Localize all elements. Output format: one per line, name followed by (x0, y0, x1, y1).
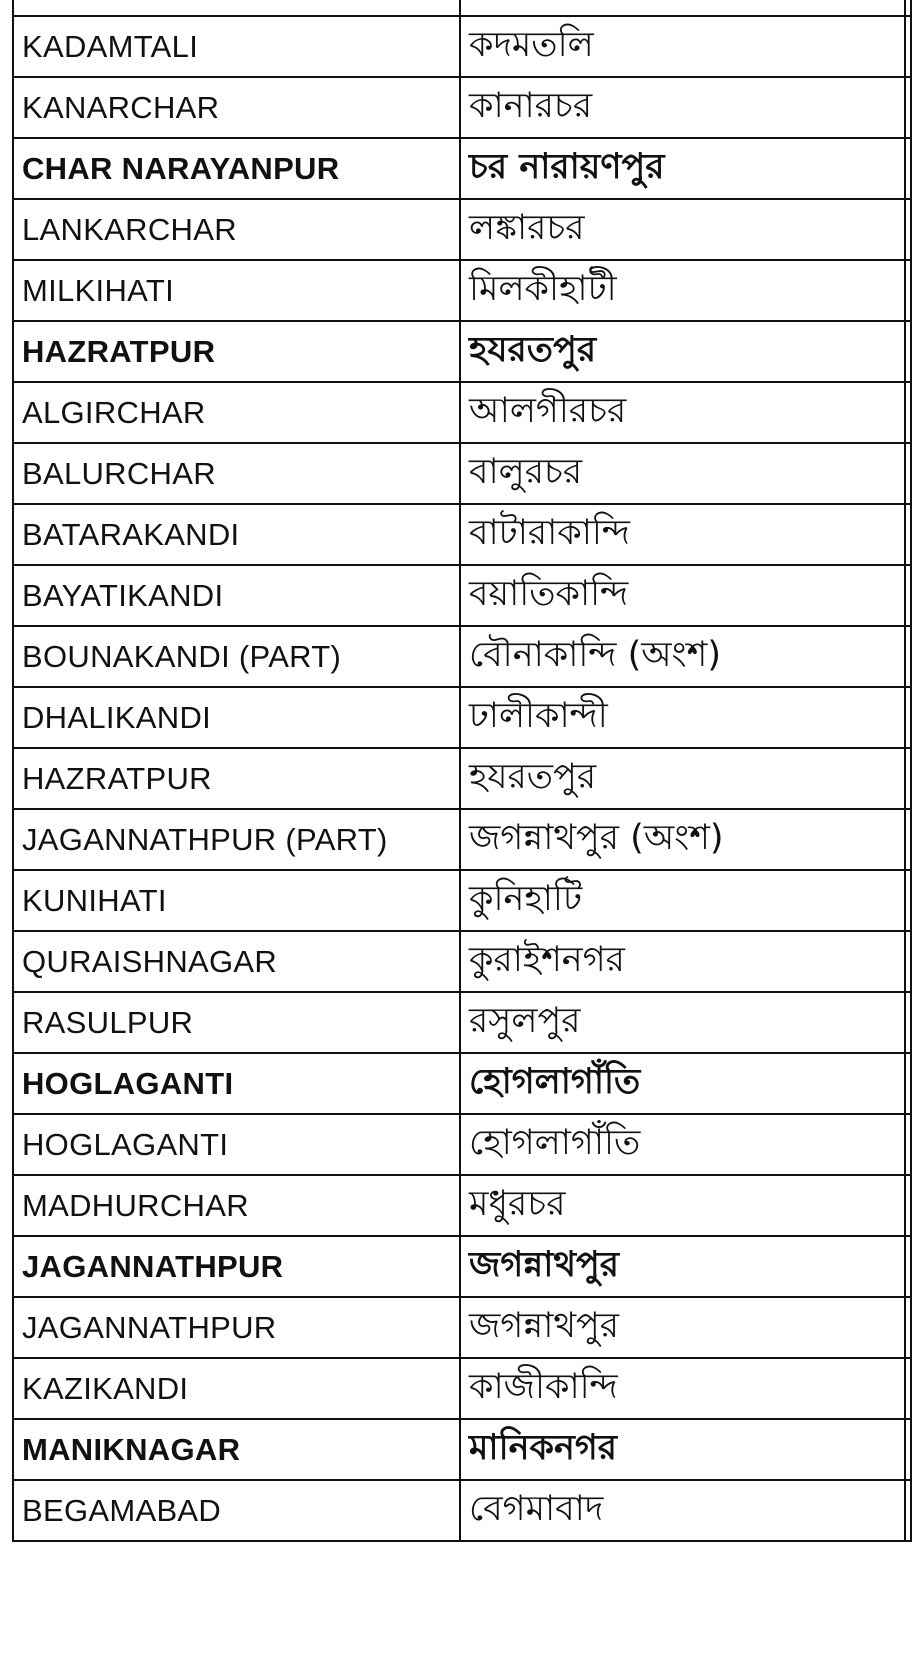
english-name-cell: BALURCHAR (13, 443, 460, 504)
table-row (13, 504, 911, 565)
edge-cell (905, 1236, 911, 1297)
edge-cell (905, 1297, 911, 1358)
english-name-cell: BOUNAKANDI (PART) (13, 626, 460, 687)
bengali-name-cell: বালুরচর (460, 443, 905, 504)
table-row (13, 1236, 911, 1297)
bengali-name-cell: কুনিহাটি (460, 870, 905, 931)
table-row (13, 1297, 911, 1358)
edge-cell (905, 1358, 911, 1419)
table-row (13, 931, 911, 992)
cropped-top-row (13, 0, 911, 16)
edge-cell (905, 260, 911, 321)
bengali-name-cell: বাটারাকান্দি (460, 504, 905, 565)
bengali-name-cell: মিলকীহাটী (460, 260, 905, 321)
edge-cell (905, 870, 911, 931)
bengali-name-cell: বেগমাবাদ (460, 1480, 905, 1541)
bengali-name-cell: চর নারায়ণপুর (460, 138, 905, 199)
edge-cell (905, 809, 911, 870)
cropped-bengali-cell (460, 0, 905, 16)
edge-cell (905, 748, 911, 809)
table-row (13, 138, 911, 199)
edge-cell (905, 138, 911, 199)
table-row (13, 992, 911, 1053)
bengali-name-cell: হযরতপুর (460, 748, 905, 809)
edge-cell (905, 1114, 911, 1175)
edge-cell (905, 626, 911, 687)
edge-cell (905, 687, 911, 748)
english-name-cell: BEGAMABAD (13, 1480, 460, 1541)
cropped-english-cell (13, 0, 460, 16)
english-name-cell: HOGLAGANTI (13, 1114, 460, 1175)
bengali-name-cell: বয়াতিকান্দি (460, 565, 905, 626)
edge-cell (905, 1053, 911, 1114)
bengali-name-cell: হযরতপুর (460, 321, 905, 382)
edge-cell (905, 199, 911, 260)
bengali-name-cell: কানারচর (460, 77, 905, 138)
english-name-cell: JAGANNATHPUR (13, 1236, 460, 1297)
table-row (13, 16, 911, 77)
table-row (13, 1358, 911, 1419)
table-row (13, 1114, 911, 1175)
edge-cell (905, 931, 911, 992)
table-row (13, 626, 911, 687)
edge-cell (905, 1175, 911, 1236)
english-name-cell: KUNIHATI (13, 870, 460, 931)
bengali-name-cell: মধুরচর (460, 1175, 905, 1236)
edge-cell (905, 1419, 911, 1480)
english-name-cell: CHAR NARAYANPUR (13, 138, 460, 199)
english-name-cell: BATARAKANDI (13, 504, 460, 565)
edge-cell (905, 321, 911, 382)
table-row (13, 809, 911, 870)
table-row (13, 443, 911, 504)
table-row (13, 1480, 911, 1541)
english-name-cell: MANIKNAGAR (13, 1419, 460, 1480)
table-body (13, 0, 911, 1541)
english-name-cell: DHALIKANDI (13, 687, 460, 748)
bengali-name-cell: জগন্নাথপুর (460, 1297, 905, 1358)
bengali-name-cell: কুরাইশনগর (460, 931, 905, 992)
bengali-name-cell: হোগলাগাঁতি (460, 1053, 905, 1114)
english-name-cell: ALGIRCHAR (13, 382, 460, 443)
table-row (13, 687, 911, 748)
bengali-name-cell: বৌনাকান্দি (অংশ) (460, 626, 905, 687)
table-row (13, 870, 911, 931)
english-name-cell: KAZIKANDI (13, 1358, 460, 1419)
english-name-cell: KANARCHAR (13, 77, 460, 138)
bengali-name-cell: কাজীকান্দি (460, 1358, 905, 1419)
table-row (13, 260, 911, 321)
table-row (13, 565, 911, 626)
edge-cell (905, 16, 911, 77)
bengali-name-cell: জগন্নাথপুর (460, 1236, 905, 1297)
bengali-name-cell: লঙ্কারচর (460, 199, 905, 260)
bengali-name-cell: কদমতলি (460, 16, 905, 77)
english-name-cell: HAZRATPUR (13, 321, 460, 382)
english-name-cell: MADHURCHAR (13, 1175, 460, 1236)
bengali-name-cell: রসুলপুর (460, 992, 905, 1053)
english-name-cell: HAZRATPUR (13, 748, 460, 809)
bengali-name-cell: জগন্নাথপুর (অংশ) (460, 809, 905, 870)
english-name-cell: MILKIHATI (13, 260, 460, 321)
edge-cell (905, 504, 911, 565)
english-name-cell: RASULPUR (13, 992, 460, 1053)
english-name-cell: LANKARCHAR (13, 199, 460, 260)
table-row (13, 382, 911, 443)
table-row (13, 77, 911, 138)
table-row (13, 199, 911, 260)
english-name-cell: JAGANNATHPUR (13, 1297, 460, 1358)
edge-cell (905, 992, 911, 1053)
place-name-sheet (12, 0, 910, 1542)
table-row (13, 1419, 911, 1480)
bengali-name-cell: হোগলাগাঁতি (460, 1114, 905, 1175)
english-name-cell: HOGLAGANTI (13, 1053, 460, 1114)
bengali-name-cell: মানিকনগর (460, 1419, 905, 1480)
table-row (13, 1053, 911, 1114)
cropped-edge-cell (905, 0, 911, 16)
english-name-cell: JAGANNATHPUR (PART) (13, 809, 460, 870)
place-name-table (12, 0, 912, 1542)
edge-cell (905, 77, 911, 138)
table-row (13, 1175, 911, 1236)
table-row (13, 321, 911, 382)
bengali-name-cell: ঢালীকান্দী (460, 687, 905, 748)
table-row (13, 748, 911, 809)
edge-cell (905, 443, 911, 504)
english-name-cell: KADAMTALI (13, 16, 460, 77)
edge-cell (905, 1480, 911, 1541)
english-name-cell: BAYATIKANDI (13, 565, 460, 626)
edge-cell (905, 565, 911, 626)
edge-cell (905, 382, 911, 443)
bengali-name-cell: আলগীরচর (460, 382, 905, 443)
english-name-cell: QURAISHNAGAR (13, 931, 460, 992)
